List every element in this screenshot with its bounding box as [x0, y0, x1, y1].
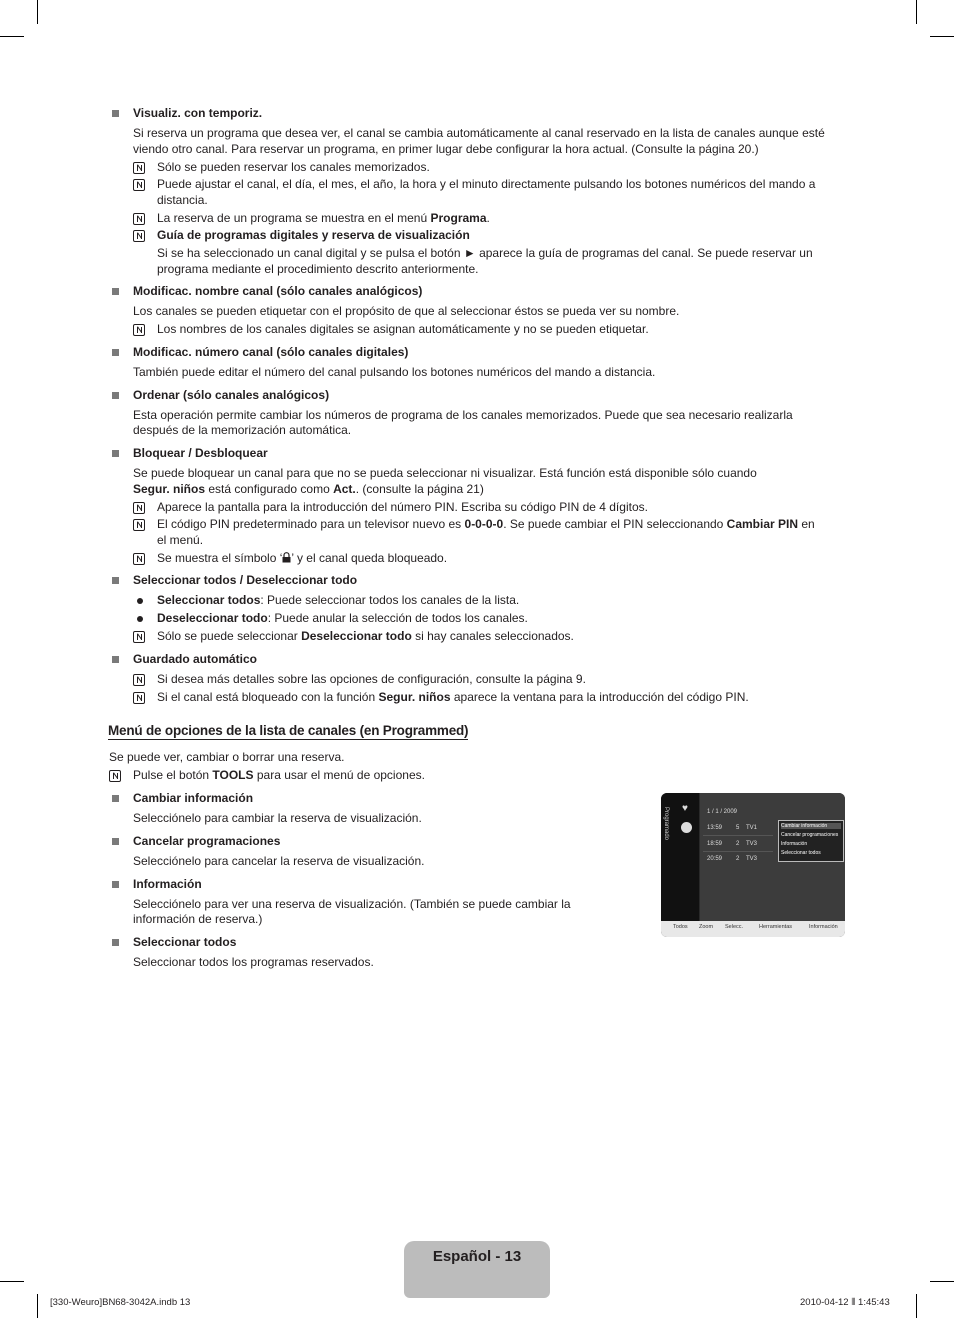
- tv-row-num: 2: [736, 856, 740, 862]
- text-run: aparece la ventana para la introducción del código PIN.: [450, 690, 749, 704]
- tv-menu-item[interactable]: Cambiar información: [781, 823, 841, 829]
- note-text: [157, 690, 749, 705]
- heading: Ordenar (sólo canales analógicos): [133, 388, 330, 402]
- text-run: Cambiar PIN: [726, 517, 799, 531]
- note-text: [157, 211, 490, 226]
- tv-screen: [661, 793, 845, 937]
- text-run: Sólo se puede seleccionar: [157, 629, 302, 643]
- note-icon: [133, 502, 145, 514]
- text-run: TOOLS: [212, 768, 254, 782]
- paragraph: Si reserva un programa que desea ver, el canal se cambia automáticamente al canal reservado en la lista de canales aunque esté: [133, 126, 825, 140]
- note-text: programa mediante el procedimiento descrito anteriormente.: [157, 262, 479, 276]
- tv-footer-label: Zoom: [699, 924, 714, 930]
- paragraph: [133, 482, 484, 497]
- paragraph: Selecciónelo para ver una reserva de visualización. (También se puede cambiar la: [133, 897, 571, 911]
- text-run: Si el canal está bloqueado con la función: [157, 690, 379, 704]
- crop-mark: [37, 0, 38, 24]
- paragraph: Selecciónelo para cancelar la reserva de visualización.: [133, 854, 425, 868]
- crop-mark: [930, 1281, 954, 1282]
- paragraph: Seleccionar todos los programas reservados.: [133, 955, 374, 969]
- tv-separator: [703, 835, 773, 836]
- text-run: 0-0-0-0: [464, 517, 504, 531]
- text-run: . (consulte la página 21): [355, 482, 484, 496]
- tv-menu-item[interactable]: Cancelar programaciones: [781, 832, 839, 838]
- tv-sidebar: [661, 793, 699, 921]
- note-text: Aparece la pantalla para la introducción del número PIN. Escriba su código PIN de 4 dígitos.: [157, 500, 648, 514]
- text-run: Pulse el botón: [133, 768, 213, 782]
- note-text: distancia.: [157, 193, 208, 207]
- note-icon: [133, 519, 145, 531]
- heart-icon: ♥: [682, 803, 688, 814]
- tv-footer-label: Información: [809, 924, 838, 930]
- tv-footer-label: Selecc.: [725, 924, 744, 930]
- tv-sidebar-label: Programado: [663, 807, 669, 841]
- text-run: Deseleccionar todo: [157, 611, 268, 625]
- crop-mark: [930, 36, 954, 37]
- note-icon: [133, 692, 145, 704]
- bullet-text: [157, 593, 519, 608]
- text-run: Programa: [430, 211, 487, 225]
- note-icon: [133, 631, 145, 643]
- note-icon: [109, 770, 121, 782]
- square-bullet-icon: [112, 110, 119, 117]
- text-run: .: [486, 211, 490, 225]
- paragraph: información de reserva.): [133, 912, 263, 926]
- text-run: Segur. niños: [133, 482, 206, 496]
- heading: Seleccionar todos / Deseleccionar todo: [133, 573, 358, 587]
- paragraph: Se puede bloquear un canal para que no se pueda seleccionar ni visualizar. Está función está disponible sólo cuando: [133, 466, 757, 480]
- text-run: : Puede anular la selección de todos los canales.: [267, 611, 528, 625]
- note-text: Si se ha seleccionado un canal digital y se pulsa el botón ► aparece la guía de programas del canal. Se puede reservar un: [157, 246, 813, 260]
- tv-row-time: 18:59: [707, 841, 723, 847]
- square-bullet-icon: [112, 838, 119, 845]
- tv-footer-label: Herramientas: [759, 924, 793, 930]
- text-run: . Se puede cambiar el PIN seleccionando: [503, 517, 727, 531]
- note-text: Puede ajustar el canal, el día, el mes, el año, la hora y el minuto directamente pulsando los botones numéricos del mando a: [157, 177, 816, 191]
- note-icon: [133, 324, 145, 336]
- text-run: ’ y el canal queda bloqueado.: [291, 551, 448, 565]
- text-run: Deseleccionar todo: [301, 629, 412, 643]
- round-bullet-icon: [137, 616, 143, 622]
- tv-date: 1 / 1 / 2009: [707, 809, 738, 815]
- tv-row-channel: TV3: [746, 841, 758, 847]
- text-run: Segur. niños: [378, 690, 451, 704]
- paragraph: Esta operación permite cambiar los números de programa de los canales memorizados. Puede que sea necesario realizarla: [133, 408, 793, 422]
- square-bullet-icon: [112, 577, 119, 584]
- heading: Guardado automático: [133, 652, 258, 666]
- paragraph: Los canales se pueden etiquetar con el propósito de que al seleccionar éstos se pueda ver su nombre.: [133, 304, 680, 318]
- crop-mark: [0, 36, 24, 37]
- square-bullet-icon: [112, 881, 119, 888]
- text-run: Seleccionar todos: [157, 593, 261, 607]
- heading: Bloquear / Desbloquear: [133, 446, 268, 460]
- note-heading: Guía de programas digitales y reserva de visualización: [157, 228, 470, 242]
- tv-footer-label: Todos: [673, 924, 688, 930]
- tv-row-num: 5: [736, 825, 740, 831]
- heading: Modificac. nombre canal (sólo canales analógicos): [133, 284, 423, 298]
- crop-mark: [916, 0, 917, 24]
- heading: Visualiz. con temporiz.: [133, 106, 263, 120]
- tv-row-channel: TV1: [746, 825, 758, 831]
- note-text: Los nombres de los canales digitales se asignan automáticamente y no se pueden etiquetar.: [157, 322, 649, 336]
- note-text: [157, 517, 815, 532]
- text-run: Se muestra el símbolo ‘: [157, 551, 283, 565]
- crop-mark: [916, 1294, 917, 1318]
- bullet-text: [157, 611, 528, 626]
- tv-separator: [703, 851, 773, 852]
- crop-mark: [37, 1294, 38, 1318]
- note-icon: [133, 162, 145, 174]
- note-icon: [133, 553, 145, 565]
- heading: Seleccionar todos: [133, 935, 237, 949]
- note-icon: [133, 179, 145, 191]
- tv-menu-item[interactable]: Seleccionar todos: [781, 850, 821, 856]
- note-icon: [133, 674, 145, 686]
- square-bullet-icon: [112, 450, 119, 457]
- paragraph: viendo otro canal. Para reservar un programa, en primer lugar debe configurar la hora actual. (Consulte la página 20.): [133, 142, 759, 156]
- tv-tools-menu[interactable]: [778, 820, 844, 862]
- paragraph: después de la memorización automática.: [133, 423, 352, 437]
- note-text: el menú.: [157, 533, 204, 547]
- round-bullet-icon: [137, 598, 143, 604]
- square-bullet-icon: [112, 939, 119, 946]
- note-icon: [133, 230, 145, 242]
- text-run: : Puede seleccionar todos los canales de la lista.: [260, 593, 520, 607]
- tv-row-channel: TV3: [746, 856, 758, 862]
- note-text: Sólo se pueden reservar los canales memorizados.: [157, 160, 430, 174]
- page-number: Español - 13: [432, 1248, 522, 1265]
- crop-mark: [0, 1281, 24, 1282]
- tv-row-time: 20:59: [707, 856, 723, 862]
- text-run: La reserva de un programa se muestra en el menú: [157, 211, 431, 225]
- text-run: El código PIN predeterminado para un televisor nuevo es: [157, 517, 465, 531]
- heading: Modificac. número canal (sólo canales digitales): [133, 345, 409, 359]
- paragraph: Selecciónelo para cambiar la reserva de visualización.: [133, 811, 422, 825]
- paragraph: Se puede ver, cambiar o borrar una reserva.: [109, 750, 345, 764]
- square-bullet-icon: [112, 392, 119, 399]
- note-text: [157, 551, 447, 566]
- note-text: [133, 768, 425, 783]
- heading: Cancelar programaciones: [133, 834, 281, 848]
- note-text: [157, 629, 574, 644]
- heading: Cambiar información: [133, 791, 254, 805]
- section-title: Menú de opciones de la lista de canales (en Programmed): [108, 723, 469, 738]
- text-run: Act.: [333, 482, 356, 496]
- heading: Información: [133, 877, 202, 891]
- text-run: para usar el menú de opciones.: [253, 768, 425, 782]
- tv-row-num: 2: [736, 841, 740, 847]
- square-bullet-icon: [112, 349, 119, 356]
- text-run: si hay canales seleccionados.: [411, 629, 574, 643]
- square-bullet-icon: [112, 795, 119, 802]
- footer-file: [330-Weuro]BN68-3042A.indb 13: [50, 1297, 191, 1308]
- clock-icon: [681, 822, 692, 833]
- tv-menu-item[interactable]: Información: [781, 841, 808, 847]
- footer-date: 2010-04-12 ⦀ 1:45:43: [800, 1297, 890, 1308]
- square-bullet-icon: [112, 656, 119, 663]
- tv-row-time: 13:59: [707, 825, 723, 831]
- paragraph: También puede editar el número del canal pulsando los botones numéricos del mando a distancia.: [133, 365, 656, 379]
- text-run: en: [798, 517, 815, 531]
- note-text: Si desea más detalles sobre las opciones de configuración, consulte la página 9.: [157, 672, 586, 686]
- note-icon: [133, 213, 145, 225]
- text-run: está configurado como: [205, 482, 334, 496]
- square-bullet-icon: [112, 288, 119, 295]
